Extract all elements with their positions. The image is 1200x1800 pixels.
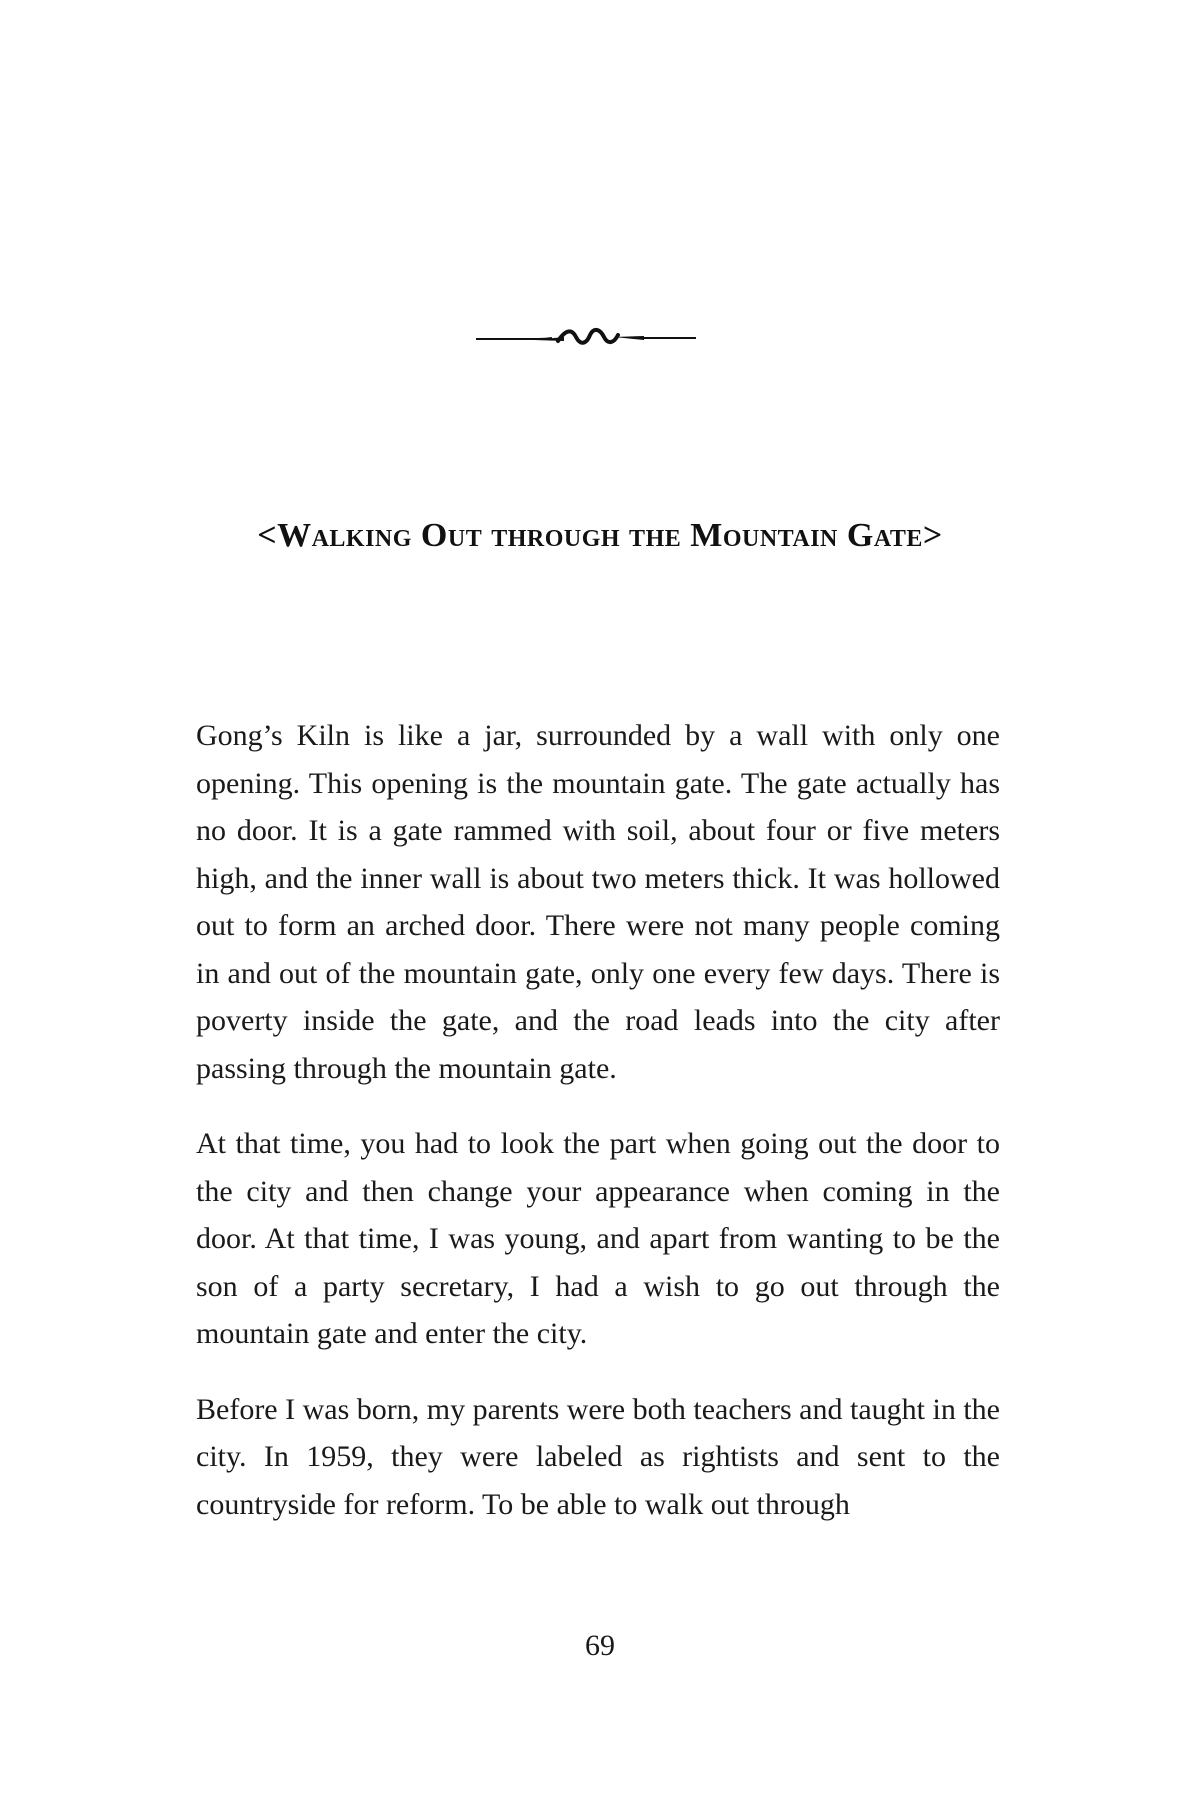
- body-text: [196, 712, 1000, 1556]
- flourish-divider-icon: [476, 325, 696, 351]
- chapter-title: [150, 510, 1050, 562]
- page-number: 69: [585, 1629, 615, 1662]
- paragraph: At that time, you had to look the part when going out the door to the city and then change your appearance when coming in the door. At that time, I was young, and apart from wanting to be the son of a party secretary, I had a wish to go out through the mountain gate and enter the city.: [196, 1127, 1000, 1350]
- chapter-title-text: <Walking Out through the Mountain Gate>: [257, 517, 943, 554]
- paragraph: Before I was born, my parents were both teachers and taught in the city. In 1959, they were labeled as rightists and sent to the countryside for reform. To be able to walk out through: [196, 1392, 1000, 1521]
- paragraph: Gong’s Kiln is like a jar, surrounded by a wall with only one opening. This opening is the mountain gate. The gate actually has no door. It is a gate rammed with soil, about four or five meters high, and the inner wall is about two meters thick. It was hollowed out to form an arched door. There were not many people coming in and out of the mountain gate, only one every few days. There is poverty inside the gate, and the road leads into the city after passing through the mountain gate.: [196, 719, 1000, 1085]
